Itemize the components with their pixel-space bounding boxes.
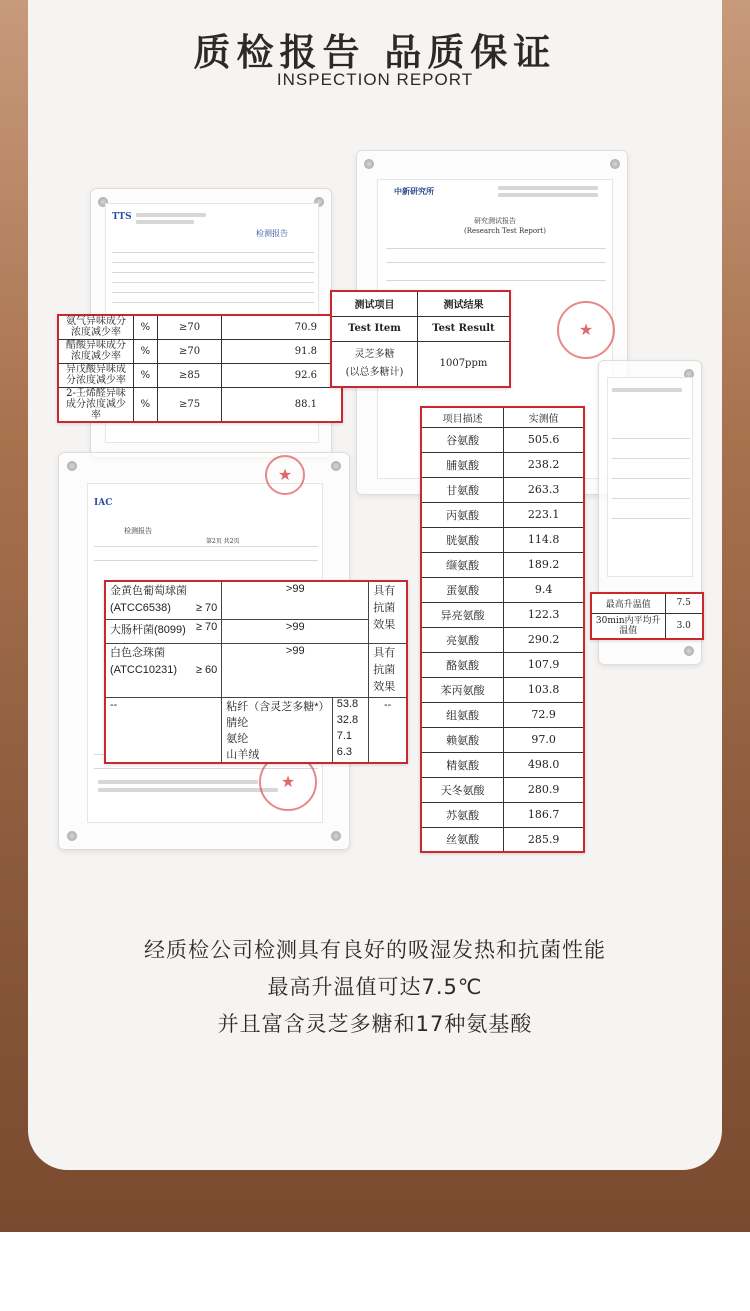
table-cell: % <box>133 363 157 387</box>
composition-row <box>222 714 368 730</box>
table-row <box>421 502 584 527</box>
heat-table <box>590 592 704 640</box>
table-row <box>421 802 584 827</box>
table-cell: 88.1 <box>222 387 342 422</box>
composition-table <box>222 698 368 762</box>
table-cell: 具有抗菌效果 <box>369 643 407 697</box>
frame-pin <box>67 831 77 841</box>
table-row <box>105 581 407 619</box>
antibacterial-document: IAC 检测报告 第2页 共2页 <box>87 483 323 823</box>
polysaccharide-table <box>330 290 511 388</box>
strain-atcc: (ATCC10231) <box>110 663 178 676</box>
table-header: 实测值 <box>504 407 584 427</box>
table-row <box>421 552 584 577</box>
table-row <box>331 316 510 341</box>
table-cell: 3.0 <box>665 613 703 639</box>
fiber-name: 粘纤（含灵芝多糖*） <box>226 700 330 713</box>
table-row <box>58 387 342 422</box>
table-cell: 最高升温值 <box>591 593 665 613</box>
table-header: 测试项目 <box>331 291 417 316</box>
report-document <box>607 377 693 577</box>
amino-name: 丙氨酸 <box>421 502 504 527</box>
table-cell: 91.8 <box>222 339 342 363</box>
fiber-pct: 32.8 <box>332 714 368 730</box>
fiber-name: 氨纶 <box>226 732 249 745</box>
description-line-3: 并且富含灵芝多糖和17种氨基酸 <box>217 1012 533 1036</box>
table-row <box>421 407 584 427</box>
amino-name: 亮氨酸 <box>421 627 504 652</box>
table-cell: % <box>133 387 157 422</box>
research-title-en: (Research Test Report) <box>464 227 546 235</box>
strain-name: 金黄色葡萄球菌 <box>110 585 187 597</box>
amino-name: 丝氨酸 <box>421 827 504 852</box>
table-cell: % <box>133 339 157 363</box>
table-row <box>105 643 407 697</box>
amino-name: 天冬氨酸 <box>421 777 504 802</box>
amino-value: 189.2 <box>504 552 584 577</box>
amino-name: 异亮氨酸 <box>421 602 504 627</box>
table-row <box>591 613 703 639</box>
table-cell: ≥70 <box>157 339 221 363</box>
amino-value: 103.8 <box>504 677 584 702</box>
amino-value: 97.0 <box>504 727 584 752</box>
table-row <box>421 452 584 477</box>
table-row <box>421 777 584 802</box>
frame-pin <box>67 461 77 471</box>
table-header: 测试结果 <box>417 291 510 316</box>
table-cell: 30min内平均升温值 <box>591 613 665 639</box>
odor-reduction-table <box>57 314 343 423</box>
table-row <box>421 677 584 702</box>
amino-value: 280.9 <box>504 777 584 802</box>
table-row <box>58 339 342 363</box>
table-row <box>421 627 584 652</box>
amino-value: 72.9 <box>504 702 584 727</box>
table-cell: ≥70 <box>157 315 221 339</box>
page-info: 第2页 共2页 <box>206 538 240 545</box>
amino-name: 赖氨酸 <box>421 727 504 752</box>
table-row <box>331 291 510 316</box>
amino-name: 苏氨酸 <box>421 802 504 827</box>
item-note: (以总多糖计) <box>345 366 404 378</box>
table-header: 项目描述 <box>421 407 504 427</box>
amino-acid-table <box>420 406 585 853</box>
table-cell <box>331 341 417 387</box>
amino-name: 甘氨酸 <box>421 477 504 502</box>
fiber-name: 山羊绒 <box>226 748 260 761</box>
table-cell <box>105 643 222 697</box>
amino-value: 238.2 <box>504 452 584 477</box>
table-header: Test Item <box>331 316 417 341</box>
description-line-1: 经质检公司检测具有良好的吸湿发热和抗菌性能 <box>144 938 606 962</box>
table-row <box>421 727 584 752</box>
page-title: 质检报告 品质保证 <box>193 31 557 74</box>
strain-name: 大肠杆菌(8099) <box>110 623 186 636</box>
fiber-name: 腈纶 <box>226 716 249 729</box>
table-row <box>421 827 584 852</box>
table-cell: -- <box>105 697 222 763</box>
amino-name: 酪氨酸 <box>421 652 504 677</box>
amino-name: 苯丙氨酸 <box>421 677 504 702</box>
table-row <box>58 315 342 339</box>
standard-value: ≥ 70 <box>195 602 218 614</box>
table-cell: 异戊酸异味成分浓度减少率 <box>58 363 133 387</box>
table-row <box>421 602 584 627</box>
table-row <box>58 363 342 387</box>
table-row <box>421 477 584 502</box>
amino-value: 107.9 <box>504 652 584 677</box>
table-row <box>105 697 407 763</box>
red-seal-stamp <box>265 455 305 495</box>
table-row <box>421 527 584 552</box>
table-cell: >99 <box>222 581 369 619</box>
table-cell: 醋酸异味成分浓度减少率 <box>58 339 133 363</box>
table-row <box>331 341 510 387</box>
table-cell: 1007ppm <box>417 341 510 387</box>
table-cell: 70.9 <box>222 315 342 339</box>
table-cell <box>105 619 222 643</box>
strain-name: 白色念珠菌 <box>110 646 165 659</box>
fiber-pct: 6.3 <box>332 746 368 762</box>
fiber-pct: 7.1 <box>332 730 368 746</box>
standard-value: ≥ 60 <box>195 663 218 676</box>
table-row <box>421 577 584 602</box>
amino-name: 脯氨酸 <box>421 452 504 477</box>
table-header: Test Result <box>417 316 510 341</box>
amino-value: 122.3 <box>504 602 584 627</box>
table-cell: 具有抗菌效果 <box>369 581 407 643</box>
table-cell <box>222 697 369 763</box>
amino-name: 精氨酸 <box>421 752 504 777</box>
frame-pin <box>331 461 341 471</box>
amino-value: 9.4 <box>504 577 584 602</box>
report-title: 检测报告 <box>256 229 288 238</box>
page-subtitle: INSPECTION REPORT <box>276 70 474 89</box>
table-cell: % <box>133 315 157 339</box>
frame-pin <box>610 159 620 169</box>
table-row <box>421 752 584 777</box>
table-row <box>591 593 703 613</box>
table-cell: -- <box>369 697 407 763</box>
description-line-2: 最高升温值可达7.5℃ <box>267 975 483 999</box>
amino-name: 组氨酸 <box>421 702 504 727</box>
table-row <box>105 619 407 643</box>
institute-name: 中新研究所 <box>394 186 434 196</box>
amino-name: 胱氨酸 <box>421 527 504 552</box>
amino-value: 263.3 <box>504 477 584 502</box>
table-cell <box>105 581 222 619</box>
table-cell: >99 <box>222 643 369 697</box>
amino-value: 498.0 <box>504 752 584 777</box>
table-cell: 92.6 <box>222 363 342 387</box>
table-cell: 7.5 <box>665 593 703 613</box>
amino-value: 290.2 <box>504 627 584 652</box>
table-cell: 氨气异味成分浓度减少率 <box>58 315 133 339</box>
composition-row <box>222 730 368 746</box>
table-row <box>421 427 584 452</box>
amino-name: 谷氨酸 <box>421 427 504 452</box>
composition-row <box>222 698 368 714</box>
amino-value: 505.6 <box>504 427 584 452</box>
report-document: TTS 检测报告 <box>105 203 319 443</box>
red-seal-stamp <box>557 301 615 359</box>
report-title: 检测报告 <box>124 527 152 535</box>
standard-value: ≥ 70 <box>195 620 218 633</box>
antibacterial-table <box>104 580 408 764</box>
table-row <box>421 652 584 677</box>
composition-row <box>222 746 368 762</box>
item-name: 灵芝多糖 <box>354 348 395 360</box>
amino-name: 缬氨酸 <box>421 552 504 577</box>
frame-pin <box>331 831 341 841</box>
amino-name: 蛋氨酸 <box>421 577 504 602</box>
research-title: 研究测试报告 <box>474 217 516 225</box>
amino-value: 285.9 <box>504 827 584 852</box>
table-cell: ≥85 <box>157 363 221 387</box>
table-cell: ≥75 <box>157 387 221 422</box>
table-cell: >99 <box>222 619 369 643</box>
table-row <box>421 702 584 727</box>
fiber-pct: 53.8 <box>332 698 368 714</box>
strain-atcc: (ATCC6538) <box>110 602 171 614</box>
amino-value: 186.7 <box>504 802 584 827</box>
amino-value: 223.1 <box>504 502 584 527</box>
amino-value: 114.8 <box>504 527 584 552</box>
frame-pin <box>364 159 374 169</box>
frame-pin <box>684 646 694 656</box>
table-cell: 2-壬烯醛异味成分浓度减少率 <box>58 387 133 422</box>
